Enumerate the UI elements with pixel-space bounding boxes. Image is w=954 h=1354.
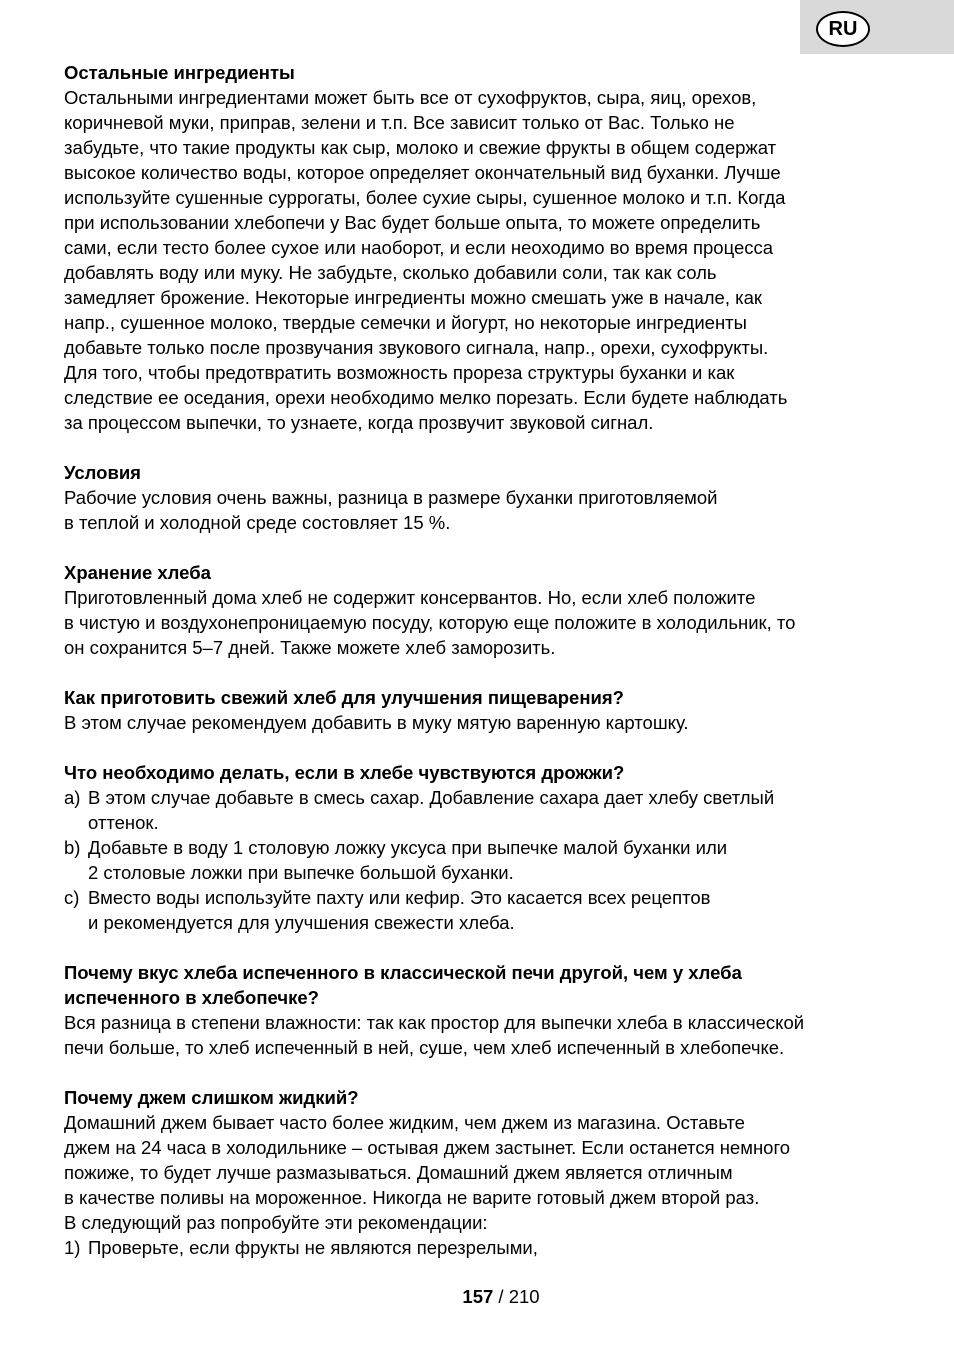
list-marker: a)	[64, 787, 81, 808]
section-heading: Почему джем слишком жидкий?	[64, 1087, 359, 1108]
section-taste	[64, 960, 894, 1060]
section-text: Вся разница в степени влажности: так как простор для выпечки хлеба в классической печи больше, то хлеб испеченный в ней, суше, чем хлеб испеченный в хлебопечке.	[64, 1012, 805, 1058]
section-conditions	[64, 460, 894, 535]
section-text: Домашний джем бывает часто более жидким, чем джем из магазина. Оставьте джем на 24 часа в холодильнике – остывая джем застынет. Если останется немного пожиже, то будет лучше размазываться. Домашний джем является отличным в качестве поливы на мороженное. Никогда не варите готовый джем второй раз. В следующий раз попробуйте эти рекомендации:	[64, 1112, 791, 1233]
section-heading: Остальные ингредиенты	[64, 62, 295, 83]
page-separator: /	[493, 1286, 509, 1307]
section-heading: Условия	[64, 462, 141, 483]
list-item	[64, 785, 894, 835]
language-badge: RU	[816, 11, 870, 47]
list-item	[64, 885, 894, 935]
section-heading: Почему вкус хлеба испеченного в классической печи другой, чем у хлеба испеченного в хлебопечке?	[64, 962, 742, 1008]
list-text: Добавьте в воду 1 столовую ложку уксуса при выпечке малой буханки или 2 столовые ложки при выпечке большой буханки.	[88, 837, 728, 883]
list-text: Вместо воды используйте пахту или кефир. Это касается всех рецептов и рекомендуется для улучшения свежести хлеба.	[88, 887, 711, 933]
section-heading: Хранение хлеба	[64, 562, 211, 583]
current-page: 157	[462, 1286, 494, 1307]
document-body	[64, 60, 894, 1285]
page-number	[0, 1284, 954, 1309]
list-marker: c)	[64, 887, 80, 908]
total-pages: 210	[508, 1286, 540, 1307]
section-other-ingredients	[64, 60, 894, 435]
section-bread-storage	[64, 560, 894, 660]
list-item	[64, 1235, 894, 1260]
section-heading: Как приготовить свежий хлеб для улучшения пищеварения?	[64, 687, 624, 708]
section-text: Приготовленный дома хлеб не содержит консервантов. Но, если хлеб положите в чистую и воздухонепроницаемую посуду, которую еще положите в холодильник, то он сохранится 5–7 дней. Также можете хлеб заморозить.	[64, 587, 796, 658]
section-text: Рабочие условия очень важны, разница в размере буханки приготовляемой в теплой и холодной среде состовляет 15 %.	[64, 487, 718, 533]
list-marker: 1)	[64, 1237, 81, 1258]
list-text: В этом случае добавьте в смесь сахар. Добавление сахара дает хлебу светлый оттенок.	[88, 787, 775, 833]
list-text: Проверьте, если фрукты не являются перезрелыми,	[88, 1237, 538, 1258]
section-text: В этом случае рекомендуем добавить в муку мятую варенную картошку.	[64, 712, 689, 733]
section-heading: Что необходимо делать, если в хлебе чувствуются дрожжи?	[64, 762, 625, 783]
list-item	[64, 835, 894, 885]
section-yeast	[64, 760, 894, 935]
section-text: Остальными ингредиентами может быть все от сухофруктов, сыра, яиц, орехов, коричневой муки, приправ, зелени и т.п. Все зависит только от Вас. Только не забудьте, что такие продукты как сыр, молоко и свежие фрукты в общем содержат высокое количество воды, которое определяет окончательный вид буханки. Лучше используйте сушенные суррогаты, более сухие сыры, сушенное молоко и т.п. Когда при использовании хлебопечи у Вас будет больше опыта, то можете определить сами, если тесто более сухое или наоборот, и если неоходимо во время процесса добавлять воду или муку. Не забудьте, сколько добавили соли, так как соль замедляет брожение. Некоторые ингредиенты можно смешать уже в начале, как напр., сушенное молоко, твердые семечки и йогурт, но некоторые ингредиенты добавьте только после прозвучания звукового сигнала, напр., орехи, сухофрукты. Для того, чтобы предотвратить возможность прореза структуры буханки и как следствие ее оседания, орехи необходимо мелко порезать. Если будете наблюдать за процессом выпечки, то узнаете, когда прозвучит звуковой сигнал.	[64, 87, 788, 433]
language-tab	[800, 0, 954, 54]
section-jam	[64, 1085, 894, 1260]
list-marker: b)	[64, 837, 81, 858]
section-digestion	[64, 685, 894, 735]
